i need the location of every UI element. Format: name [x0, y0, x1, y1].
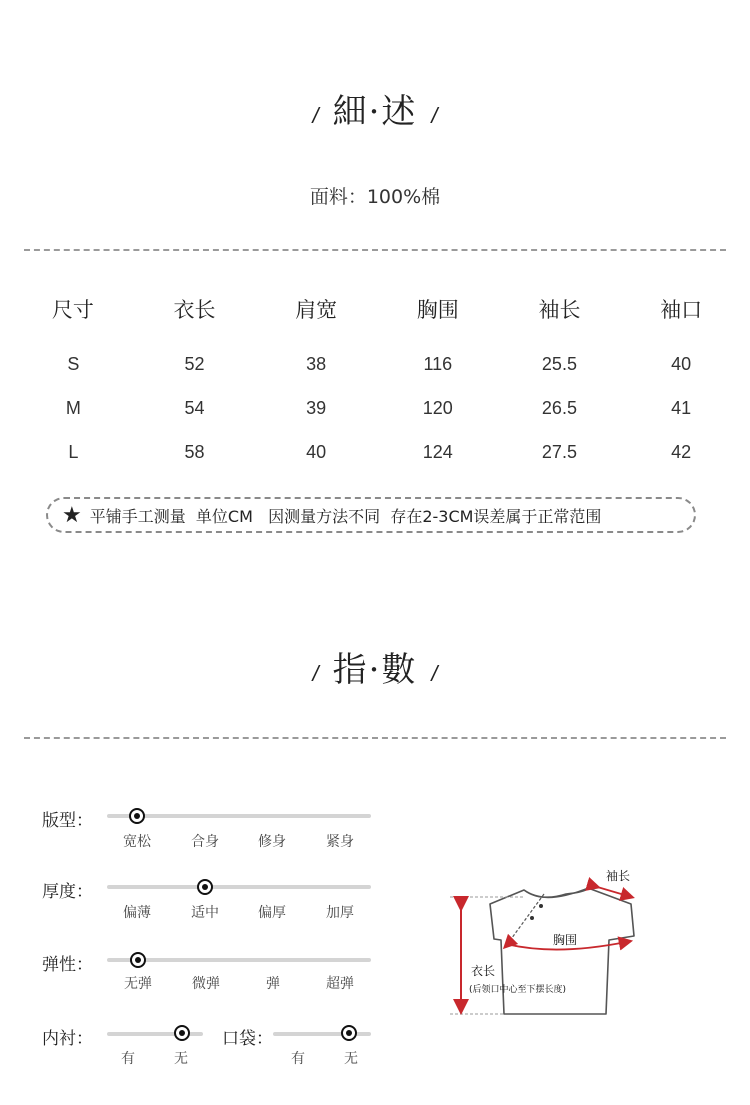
star-icon: ★: [62, 502, 82, 528]
cell-shoulder: 38: [306, 353, 327, 374]
cell-sleeve: 25.5: [541, 353, 577, 374]
title-char-right: 數: [381, 650, 418, 690]
cell-shoulder: 40: [306, 441, 327, 462]
cell-chest: 120: [422, 397, 453, 418]
tshirt-outline-icon: [446, 860, 656, 1020]
title-char-left: 細: [332, 92, 369, 132]
indicator-option: 有: [291, 1051, 305, 1067]
indicator-option: 弹: [266, 976, 280, 992]
indicator-knob[interactable]: [341, 1025, 357, 1041]
indicator-knob[interactable]: [130, 952, 146, 968]
indicator-option: 偏厚: [258, 905, 286, 921]
table-row: [12, 386, 742, 430]
indicator-fit: [0, 800, 400, 860]
title-dot: ·: [368, 92, 382, 132]
cell-size: M: [65, 397, 81, 418]
title-dot: ·: [368, 650, 382, 690]
header-length: 衣长: [173, 298, 216, 322]
indicator-option: 超弹: [326, 976, 354, 992]
indicator-knob[interactable]: [174, 1025, 190, 1041]
indicator-knob[interactable]: [129, 808, 145, 824]
indicator-option: 宽松: [123, 834, 151, 850]
cell-length: 58: [184, 441, 205, 462]
header-chest: 胸围: [416, 298, 459, 322]
length-label: 衣长: [471, 964, 496, 978]
cell-shoulder: 39: [306, 397, 327, 418]
cell-length: 54: [184, 397, 205, 418]
sleeve-length-label: 袖长: [606, 869, 631, 883]
indicator-option: 加厚: [326, 905, 354, 921]
indicator-option: 修身: [258, 834, 286, 850]
indicator-track: [107, 814, 371, 818]
indicator-label: 版型：: [42, 811, 93, 831]
indicator-option: 微弹: [192, 976, 220, 992]
size-table: [12, 290, 742, 474]
indicator-option: 合身: [191, 834, 219, 850]
table-row: [12, 342, 742, 386]
indicator-lining: [0, 1018, 210, 1078]
indicator-option: 无弹: [124, 976, 152, 992]
header-size: 尺寸: [51, 298, 94, 322]
cell-cuff: 42: [671, 441, 692, 462]
indicator-pocket: [210, 1018, 390, 1078]
indicator-label: 弹性：: [42, 955, 93, 975]
indicator-option: 紧身: [326, 834, 354, 850]
detail-section-title: [0, 84, 750, 133]
table-row: [12, 430, 742, 474]
title-slash-left: /: [312, 661, 319, 686]
indicator-option: 无: [344, 1051, 358, 1067]
header-sleeve: 袖长: [538, 298, 581, 322]
header-cuff: 袖口: [660, 298, 703, 322]
indicator-option: 适中: [191, 905, 219, 921]
header-shoulder: 肩宽: [295, 298, 338, 322]
indicator-track: [107, 958, 371, 962]
chest-label: 胸围: [553, 933, 578, 947]
cell-chest: 124: [422, 441, 453, 462]
length-note: (后领口中心至下摆长度): [469, 985, 567, 995]
cell-chest: 116: [423, 353, 453, 374]
title-slash-right: /: [431, 661, 438, 686]
fabric-info: 面料：100%棉: [309, 186, 441, 208]
measurement-note-text: 平铺手工测量 单位CM 因测量方法不同 存在2-3CM误差属于正常范围: [89, 506, 602, 526]
title-slash-left: /: [312, 103, 319, 128]
title-slash-right: /: [431, 103, 438, 128]
index-section-title: [0, 642, 750, 691]
measurement-note: [46, 497, 696, 533]
title-char-left: 指: [332, 650, 369, 690]
indicator-elasticity: [0, 944, 400, 1004]
cell-size: S: [67, 353, 80, 374]
cell-size: L: [68, 441, 79, 462]
indicator-option: 偏薄: [123, 905, 151, 921]
size-table-header-row: [12, 290, 742, 328]
indicator-track: [107, 885, 371, 889]
cell-length: 52: [184, 353, 205, 374]
indicator-label: 内衬：: [42, 1029, 93, 1049]
indicator-label: 口袋：: [222, 1029, 273, 1049]
garment-diagram: [446, 860, 656, 1020]
cell-cuff: 40: [671, 353, 692, 374]
indicator-option: 无: [174, 1051, 188, 1067]
cell-sleeve: 26.5: [541, 397, 577, 418]
indicator-label: 厚度：: [42, 882, 93, 902]
indicator-thickness: [0, 871, 400, 931]
cell-sleeve: 27.5: [541, 441, 577, 462]
indicator-option: 有: [121, 1051, 135, 1067]
divider-1: [24, 249, 726, 251]
title-char-right: 述: [381, 92, 418, 132]
divider-2: [24, 737, 726, 739]
indicator-knob[interactable]: [197, 879, 213, 895]
cell-cuff: 41: [671, 397, 692, 418]
